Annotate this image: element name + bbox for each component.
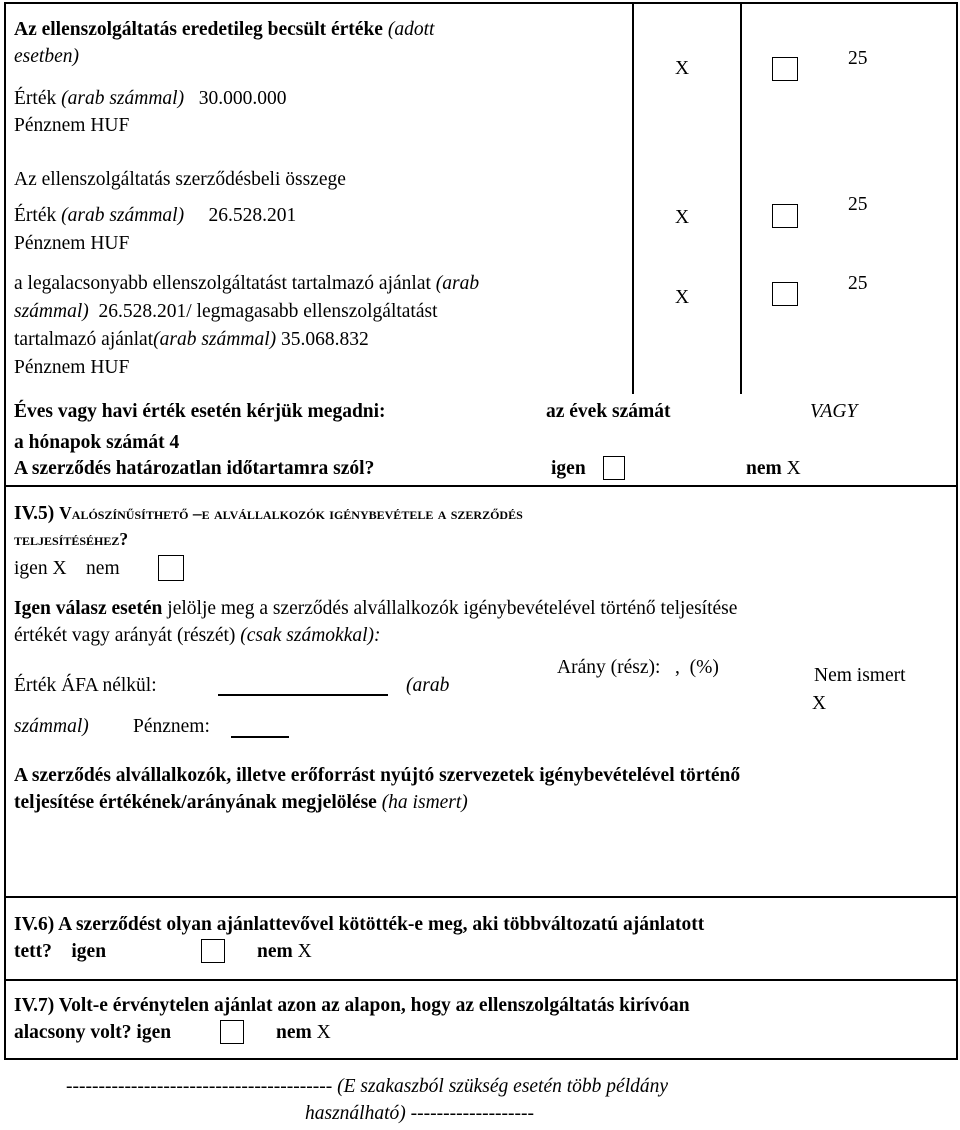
- contract-value-mark: X: [675, 207, 690, 228]
- indefinite-yes-checkbox[interactable]: [603, 456, 625, 480]
- table-right-border: [956, 2, 958, 1060]
- iv5-value-field[interactable]: [218, 694, 388, 696]
- iv5-heading: [14, 502, 523, 525]
- footer-dashes-right: -------------------: [410, 1103, 535, 1124]
- iv5-numbers-only: (csak számokkal):: [240, 625, 381, 646]
- iv5-unknown-label: Nem ismert: [814, 665, 906, 686]
- footer-line2: [305, 1102, 534, 1125]
- lowest-offer-value: 26.528.201/ legmagasabb ellenszolgáltatást: [98, 301, 438, 322]
- table-left-border: [4, 2, 6, 1060]
- footer-note: (E szakaszból szükség esetén több példány: [337, 1076, 669, 1097]
- iv7-question: IV.7) Volt-e érvénytelen ajánlat azon az alapon, hogy az ellenszolgáltatás kirívóan: [14, 995, 690, 1016]
- contract-value-title: Az ellenszolgáltatás szerződésbeli összege: [14, 169, 346, 190]
- estimated-value-heading: Az ellenszolgáltatás eredetileg becsült értéke: [14, 19, 383, 40]
- table-top-border: [4, 2, 958, 4]
- iv6-question: IV.6) A szerződést olyan ajánlattevővel kötötték-e meg, aki többváltozatú ajánlatott: [14, 914, 705, 935]
- iv5-currency-field[interactable]: [231, 736, 289, 738]
- indefinite-yes-label: igen: [551, 458, 586, 479]
- iv5-no-checkbox[interactable]: [158, 555, 184, 581]
- iv5-instruction-cont: értékét vagy arányát (részét): [14, 625, 236, 646]
- estimated-value: 30.000.000: [198, 88, 287, 109]
- estimated-value-score: 25: [848, 48, 868, 69]
- footer-line1: [66, 1075, 668, 1098]
- or-label: VAGY: [810, 401, 858, 422]
- iv5-subcontractor-text: A szerződés alvállalkozók, illetve erőforrást nyújtó szervezetek igénybevételével történő: [14, 765, 741, 786]
- iv6-no-mark: X: [297, 941, 312, 962]
- iv5-yes-mark: X: [52, 558, 67, 579]
- estimated-value-checkbox[interactable]: [772, 57, 798, 81]
- years-label: az évek számát: [546, 401, 671, 422]
- estimated-value-mark: X: [675, 58, 690, 79]
- contract-value: 26.528.201: [208, 205, 297, 226]
- iv6-question-cont: [14, 940, 106, 963]
- iv5-currency-label: Pénznem:: [133, 716, 210, 737]
- value-note: (arab számmal): [61, 88, 185, 109]
- estimated-value-note: (adott: [387, 19, 435, 40]
- offer-range-line1: [14, 272, 479, 295]
- offer-range-text: tartalmazó ajánlat: [14, 329, 154, 350]
- indefinite-question: A szerződés határozatlan időtartamra szól?: [14, 458, 375, 479]
- iv5-arab-note: (arab: [406, 675, 450, 696]
- iv7-no-row: [276, 1021, 331, 1044]
- footer-dashes-left: -----------------------------------------: [66, 1076, 333, 1097]
- offer-range-text: a legalacsonyabb ellenszolgáltatást tartalmazó ajánlat: [14, 273, 431, 294]
- iv5-no-label: nem: [86, 558, 120, 579]
- iv7-no-mark: X: [316, 1022, 331, 1043]
- iv5-ratio-label: Arány (rész): , (%): [557, 657, 719, 678]
- iv5-number: IV.5): [14, 503, 55, 524]
- iv5-paragraph-line2: [14, 624, 381, 647]
- iv5-if-known: (ha ismert): [381, 792, 468, 813]
- value-label: Érték: [14, 205, 57, 226]
- iv5-szammal-note: számmal): [14, 716, 89, 737]
- iv5-unknown-mark: X: [812, 693, 827, 714]
- contract-value-currency: Pénznem HUF: [14, 233, 130, 254]
- offer-range-mark: X: [675, 287, 690, 308]
- estimated-value-title: [14, 18, 434, 41]
- indefinite-no-row: [746, 457, 801, 480]
- iv6-no-label: nem: [257, 941, 293, 962]
- iv7-no-label: nem: [276, 1022, 312, 1043]
- section-divider-iv7: [4, 979, 958, 981]
- iv7-yes-checkbox[interactable]: [220, 1020, 244, 1044]
- offer-range-checkbox[interactable]: [772, 282, 798, 306]
- table-bottom-border: [4, 1058, 958, 1060]
- iv5-paragraph-line1: [14, 597, 737, 620]
- offer-range-currency: Pénznem HUF: [14, 357, 130, 378]
- section-divider-iv5: [4, 485, 958, 487]
- offer-range-line3: [14, 328, 369, 351]
- iv7-question-cont: [14, 1021, 171, 1044]
- estimated-value-currency: Pénznem HUF: [14, 115, 130, 136]
- section-divider-iv6: [4, 896, 958, 898]
- iv7-yes-label: igen: [136, 1022, 172, 1043]
- column-divider-1: [632, 2, 634, 394]
- iv6-question-end: tett?: [14, 941, 52, 962]
- indefinite-no-label: nem: [746, 458, 782, 479]
- offer-range-note: (arab számmal): [153, 329, 277, 350]
- iv6-no-row: [257, 940, 312, 963]
- iv6-yes-label: igen: [71, 941, 107, 962]
- iv5-value-label: Érték ÁFA nélkül:: [14, 675, 157, 696]
- offer-range-line2: [14, 300, 438, 323]
- period-question: Éves vagy havi érték esetén kérjük megadni:: [14, 401, 386, 422]
- iv5-subcontractor-text2: [14, 791, 468, 814]
- contract-value-row: [14, 204, 296, 227]
- offer-range-note: számmal): [14, 301, 89, 322]
- estimated-value-row: [14, 87, 286, 110]
- contract-value-score: 25: [848, 194, 868, 215]
- iv5-title-cont: teljesítéséhez?: [14, 529, 129, 549]
- iv5-subcontractor-cont: teljesítése értékének/arányának megjelölése: [14, 792, 377, 813]
- iv5-yes-case: Igen válasz esetén: [14, 598, 163, 619]
- iv5-instruction: jelölje meg a szerződés alvállalkozók igénybevételével történő teljesítése: [167, 598, 738, 619]
- offer-range-score: 25: [848, 273, 868, 294]
- footer-note-cont: használható): [305, 1103, 406, 1124]
- iv6-yes-checkbox[interactable]: [201, 939, 225, 963]
- highest-offer-value: 35.068.832: [280, 329, 369, 350]
- iv5-title: Valószínűsíthető –e alvállalkozók igénybevétele a szerződés: [59, 503, 523, 523]
- iv5-yes-label: igen: [14, 558, 48, 579]
- column-divider-2: [740, 2, 742, 394]
- months-label: a hónapok számát 4: [14, 432, 180, 453]
- contract-value-checkbox[interactable]: [772, 204, 798, 228]
- value-label: Érték: [14, 88, 57, 109]
- estimated-value-note-cont: esetben): [14, 46, 79, 67]
- iv7-question-end: alacsony volt?: [14, 1022, 132, 1043]
- indefinite-no-mark: X: [786, 458, 801, 479]
- offer-range-note: (arab: [435, 273, 480, 294]
- iv5-answer-row: [14, 557, 120, 580]
- value-note: (arab számmal): [61, 205, 185, 226]
